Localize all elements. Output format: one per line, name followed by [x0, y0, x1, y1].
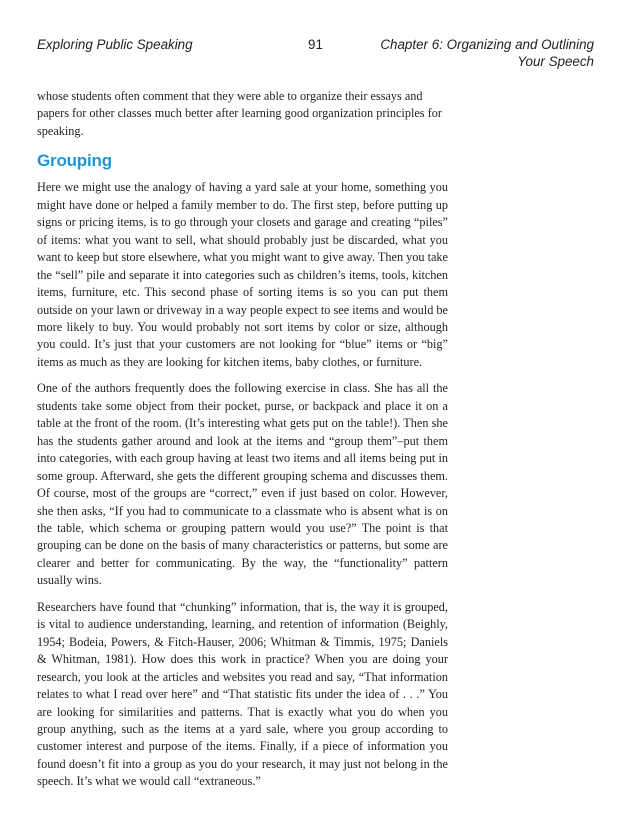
paragraph-class-exercise: One of the authors frequently does the following exercise in class. She has all the students take some object from their pocket, purse, or backpack and place it on a table at the front of the room. (It’s interesting what gets put on the table!). Then she has the students gather around and look at the items and “group them”–put them into categories, with each group having at least two items and all items being put in some group. Afterward, she gets the different grouping schema and discusses them. Of course, most of the groups are “correct,” even if just based on color. However, she then asks, “If you had to communicate to a classmate who is absent what is on the table, which schema or grouping pattern would you use?” The point is that grouping can be done on the basis of many characteristics or patterns, but some are clearer and better for communicating. By the way, the “functionality” pattern usually wins.: [37, 381, 448, 588]
section-heading: Grouping: [37, 151, 112, 171]
chapter-title-line-1: Chapter 6: Organizing and Outlining: [380, 37, 594, 52]
paragraph-chunking: Researchers have found that “chunking” information, that is, the way it is grouped, is vital to audience understanding, learning, and retention of information (Beighly, 1954; Bodeia, Powers, & Fitch-Hauser, 2006; Whitman & Timmis, 1975; Daniels & Whitman, 1981). How does this work in practice? When you are doing your research, you look at the articles and websites you read and say, “That information relates to what I read over here” and “That statistic fits under the idea of . . .” You are looking for similarities and patterns. That is exactly what you do when you group anything, such as the items at a yard sale, where you group according to customer interest and purpose of the items. Finally, if a piece of information you found doesn’t fit into a group as you do your research, it may just not belong in the speech. It’s what we would call “extraneous.”: [37, 599, 448, 789]
paragraph-yard-sale: Here we might use the analogy of having a yard sale at your home, something you might have done or helped a family member to do. The first step, before putting up signs or pricing items, is to go through your closets and garage and creating “piles” of items: what you want to sell, what should probably just be discarded, what you want to keep but store elsewhere, what you might want to give away. Then you take the “sell” pile and separate it into categories such as children’s items, tools, kitchen items, furniture, etc. This second phase of sorting items is so you can put them outside on your lawn or driveway in a way people expect to see items and would be more likely to buy. You would probably not sort items by color or size, although you could. It’s just that your customers are not looking for “blue” items or “big” items as much as they are looking for kitchen items, baby clothes, or furniture.: [37, 180, 448, 369]
intro-paragraph: whose students often comment that they were able to organize their essays and papers for other classes much better after learning good organization principles for speaking.: [37, 89, 442, 138]
chapter-title: [334, 36, 594, 70]
page-number: 91: [308, 37, 323, 52]
chapter-title-line-2: Your Speech: [517, 54, 594, 69]
body-text: [37, 88, 448, 800]
book-title: Exploring Public Speaking: [37, 37, 193, 52]
